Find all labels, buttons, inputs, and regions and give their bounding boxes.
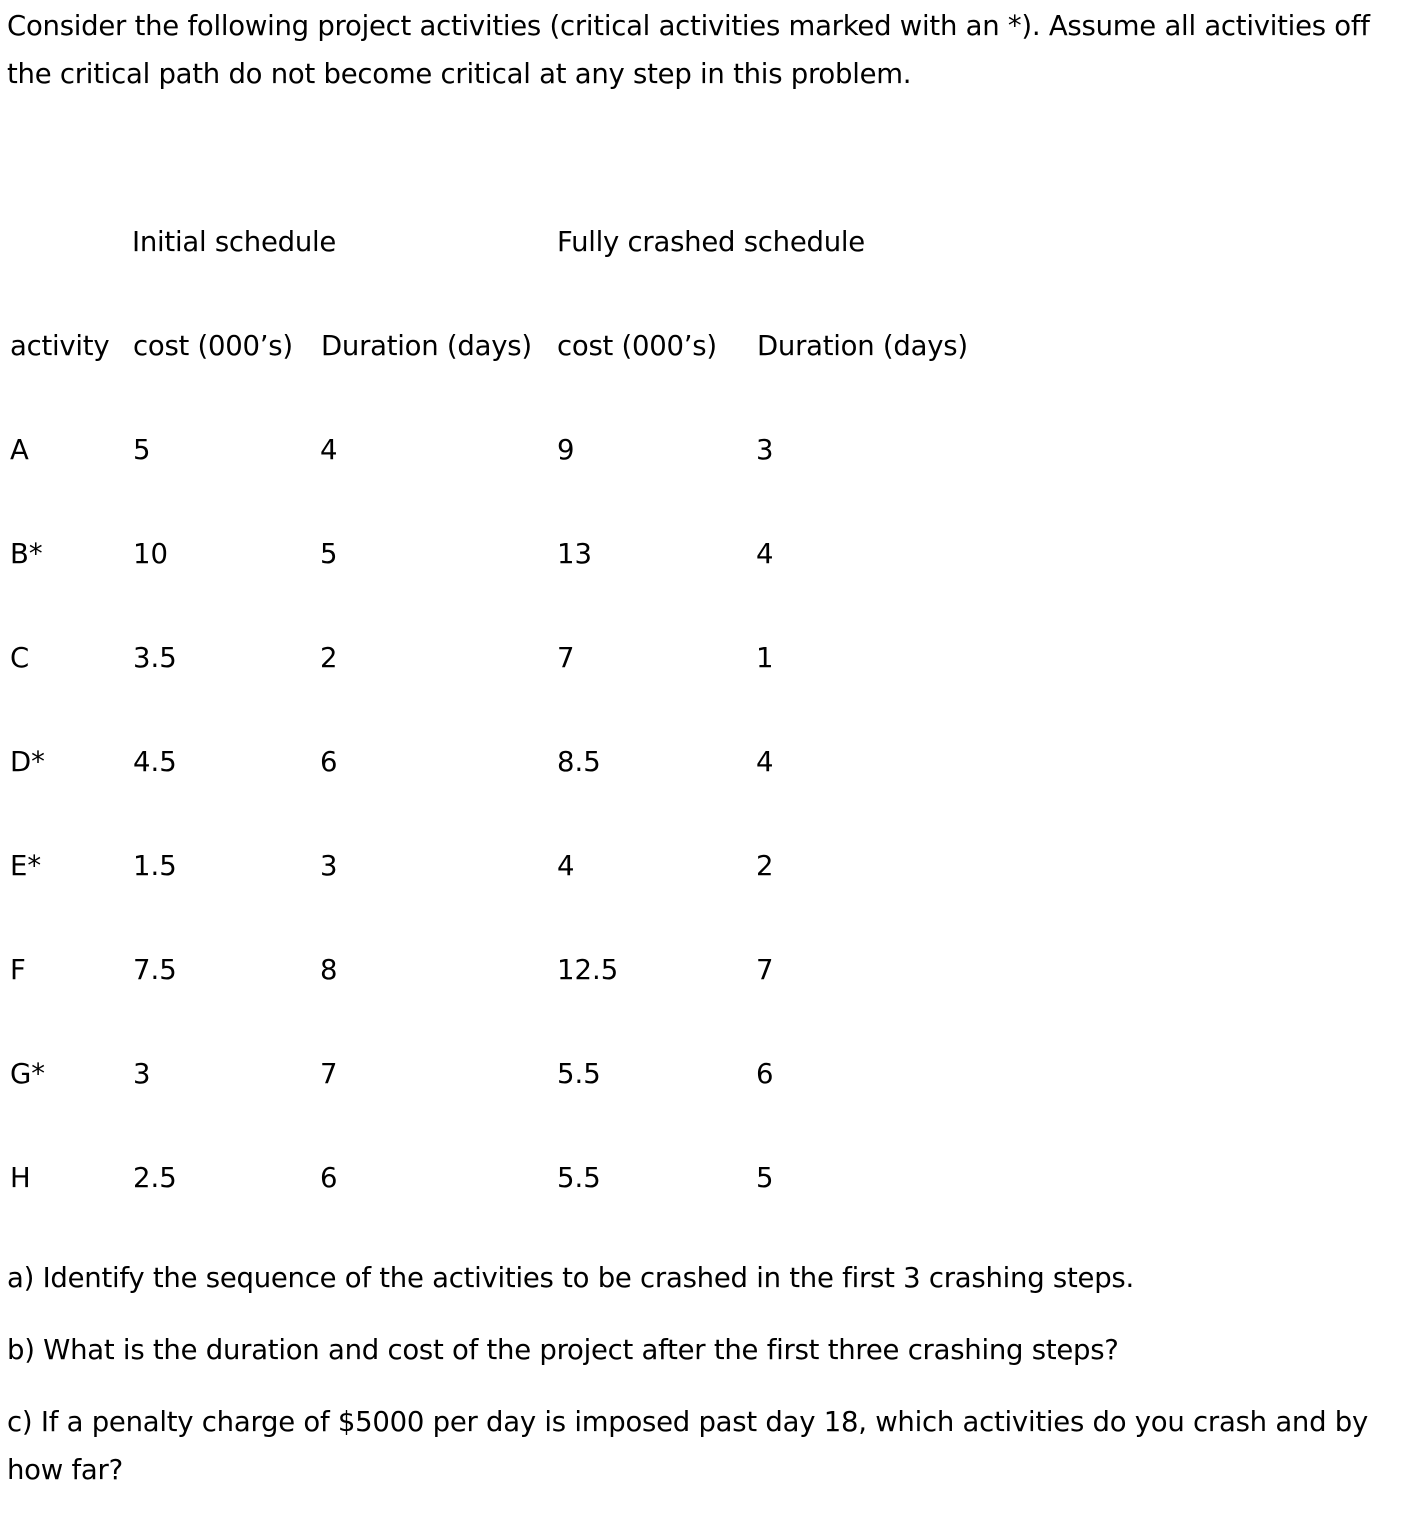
col-header-activity: activity xyxy=(10,330,110,362)
problem-intro: Consider the following project activities (critical activities marked with an *). Assume all activities off the critical path do not become critical at any step in this problem. xyxy=(7,10,1370,90)
cell-crashed-cost: 7 xyxy=(557,642,575,674)
cell-initial-cost: 5 xyxy=(133,434,151,466)
question-c: c) If a penalty charge of $5000 per day is imposed past day 18, which activities do you crash and by how far? xyxy=(7,1406,1369,1486)
cell-activity: F xyxy=(10,954,26,986)
question-a: a) Identify the sequence of the activities to be crashed in the first 3 crashing steps. xyxy=(7,1262,1134,1294)
cell-crashed-duration: 2 xyxy=(756,850,774,882)
cell-crashed-cost: 13 xyxy=(557,538,592,570)
cell-crashed-cost: 12.5 xyxy=(557,954,619,986)
col-header-crashed-duration: Duration (days) xyxy=(757,330,968,362)
cell-activity: G* xyxy=(10,1058,46,1090)
cell-crashed-cost: 5.5 xyxy=(557,1058,601,1090)
cell-initial-duration: 2 xyxy=(320,642,338,674)
cell-activity: H xyxy=(10,1162,31,1194)
question-b: b) What is the duration and cost of the project after the first three crashing steps? xyxy=(7,1334,1119,1366)
cell-initial-cost: 2.5 xyxy=(133,1162,177,1194)
cell-initial-cost: 4.5 xyxy=(133,746,177,778)
col-header-crashed-cost: cost (000’s) xyxy=(557,330,717,362)
initial-schedule-heading: Initial schedule xyxy=(132,226,337,258)
cell-initial-duration: 7 xyxy=(320,1058,338,1090)
cell-initial-cost: 3.5 xyxy=(133,642,177,674)
cell-crashed-cost: 5.5 xyxy=(557,1162,601,1194)
cell-crashed-duration: 6 xyxy=(756,1058,774,1090)
cell-initial-duration: 3 xyxy=(320,850,338,882)
cell-crashed-duration: 4 xyxy=(756,538,774,570)
cell-activity: D* xyxy=(10,746,45,778)
col-header-initial-duration: Duration (days) xyxy=(321,330,532,362)
cell-crashed-duration: 1 xyxy=(756,642,774,674)
cell-crashed-duration: 5 xyxy=(756,1162,774,1194)
cell-activity: B* xyxy=(10,538,43,570)
cell-initial-cost: 1.5 xyxy=(133,850,177,882)
cell-crashed-cost: 9 xyxy=(557,434,575,466)
cell-crashed-cost: 4 xyxy=(557,850,575,882)
cell-initial-cost: 3 xyxy=(133,1058,151,1090)
cell-activity: E* xyxy=(10,850,42,882)
cell-initial-duration: 6 xyxy=(320,1162,338,1194)
cell-initial-cost: 7.5 xyxy=(133,954,177,986)
cell-crashed-duration: 3 xyxy=(756,434,774,466)
cell-activity: A xyxy=(10,434,29,466)
col-header-initial-cost: cost (000’s) xyxy=(133,330,293,362)
cell-initial-cost: 10 xyxy=(133,538,168,570)
cell-initial-duration: 6 xyxy=(320,746,338,778)
cell-initial-duration: 4 xyxy=(320,434,338,466)
cell-crashed-cost: 8.5 xyxy=(557,746,601,778)
cell-initial-duration: 5 xyxy=(320,538,338,570)
cell-crashed-duration: 4 xyxy=(756,746,774,778)
cell-activity: C xyxy=(10,642,30,674)
crashed-schedule-heading: Fully crashed schedule xyxy=(557,226,865,258)
cell-crashed-duration: 7 xyxy=(756,954,774,986)
cell-initial-duration: 8 xyxy=(320,954,338,986)
